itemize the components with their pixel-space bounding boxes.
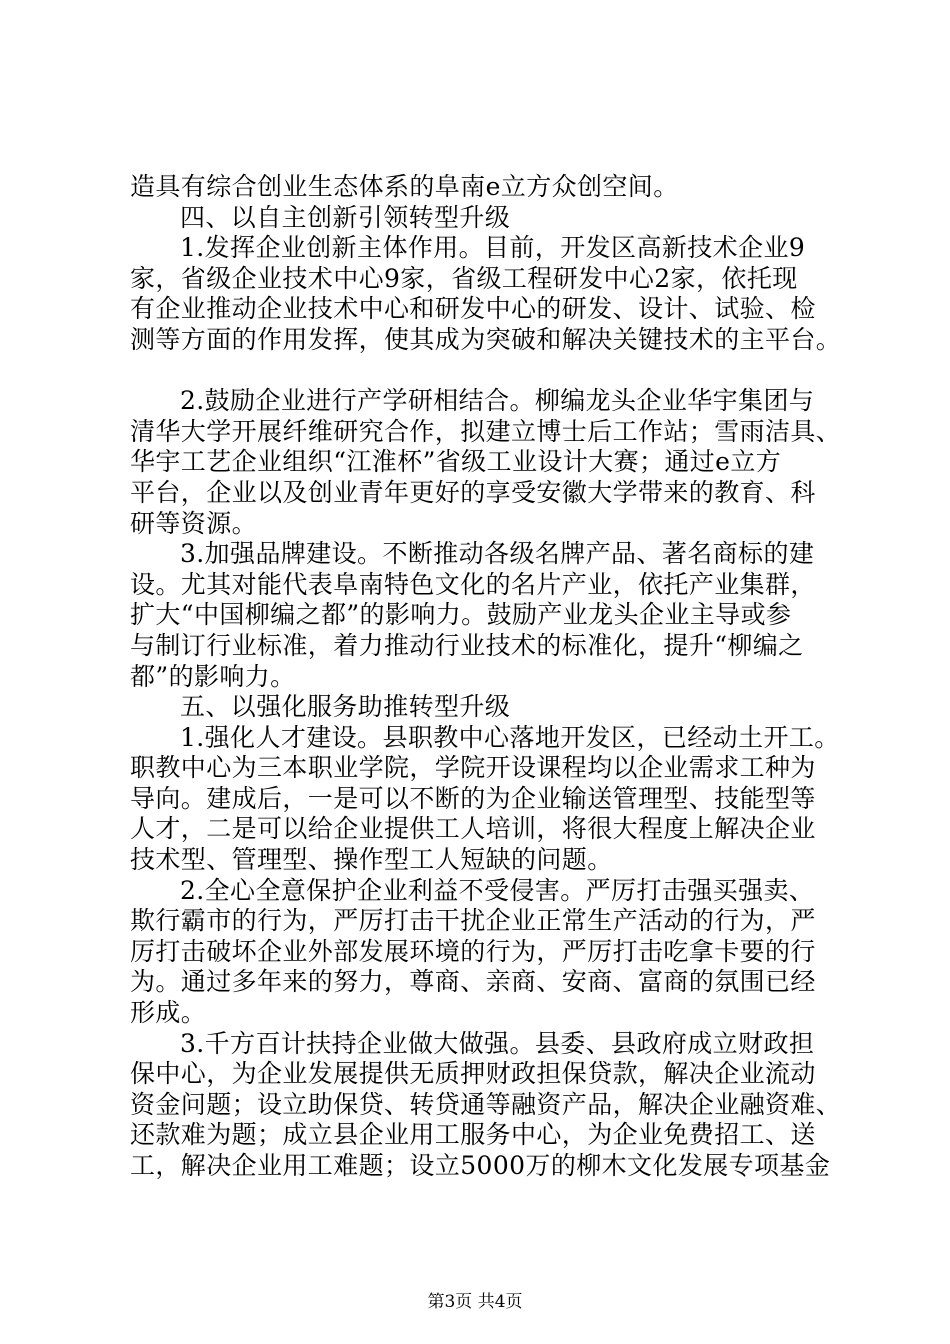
text-line: 为。通过多年来的努力，尊商、亲商、安商、富商的氛围已经 — [130, 967, 816, 997]
text-line: 工，解决企业用工难题；设立5000万的柳木文化发展专项基金 — [130, 1151, 831, 1180]
text-line: 3.加强品牌建设。不断推动各级名牌产品、著名商标的建 — [180, 539, 815, 569]
text-line: 保中心，为企业发展提供无质押财政担保贷款，解决企业流动 — [130, 1059, 816, 1089]
text-line: 与制订行业标准，着力推动行业技术的标准化，提升“柳编之 — [130, 630, 804, 660]
document-body — [130, 172, 850, 1182]
text-line: 资金问题；设立助保贷、转贷通等融资产品，解决企业融资难、 — [130, 1089, 842, 1119]
text-line: 扩大“中国柳编之都”的影响力。鼓励产业龙头企业主导或参 — [130, 600, 792, 630]
text-line: 有企业推动企业技术中心和研发中心的研发、设计、试验、检 — [130, 294, 816, 324]
text-line: 职教中心为三本职业学院，学院开设课程均以企业需求工种为 — [130, 753, 816, 783]
text-line: 研等资源。 — [130, 508, 258, 538]
text-line: 华宇工艺企业组织“江淮杯”省级工业设计大赛；通过e立方 — [130, 447, 782, 477]
text-line: 技术型、管理型、操作型工人短缺的问题。 — [130, 845, 613, 875]
page-footer: 第3页 共4页 — [427, 1292, 523, 1312]
text-line: 平台，企业以及创业青年更好的享受安徽大学带来的教育、科 — [130, 477, 816, 507]
blank-line — [130, 356, 850, 387]
text-line: 导向。建成后，一是可以不断的为企业输送管理型、技能型等 — [130, 783, 816, 813]
text-line: 造具有综合创业生态体系的阜南e立方众创空间。 — [130, 172, 679, 201]
text-line: 形成。 — [130, 998, 207, 1028]
text-line: 2.全心全意保护企业利益不受侵害。严厉打击强买强卖、 — [180, 875, 815, 905]
text-line: 家，省级企业技术中心9家，省级工程研发中心2家，依托现 — [130, 263, 798, 293]
text-line: 设。尤其对能代表阜南特色文化的名片产业，依托产业集群， — [130, 569, 816, 599]
text-line: 2.鼓励企业进行产学研相结合。柳编龙头企业华宇集团与 — [180, 386, 815, 416]
text-line: 五、以强化服务助推转型升级 — [180, 692, 511, 722]
text-line: 人才，二是可以给企业提供工人培训，将很大程度上解决企业 — [130, 814, 816, 844]
text-line: 都”的影响力。 — [130, 661, 296, 691]
text-line: 清华大学开展纤维研究合作，拟建立博士后工作站；雪雨洁具、 — [130, 416, 842, 446]
text-line: 厉打击破坏企业外部发展环境的行为，严厉打击吃拿卡要的行 — [130, 936, 816, 966]
text-line: 3.千方百计扶持企业做大做强。县委、县政府成立财政担 — [180, 1028, 815, 1058]
text-line: 1.强化人才建设。县职教中心落地开发区，已经动土开工。 — [180, 722, 840, 752]
text-line: 欺行霸市的行为，严厉打击干扰企业正常生产活动的行为，严 — [130, 906, 816, 936]
text-line: 四、以自主创新引领转型升级 — [180, 202, 511, 232]
text-line: 测等方面的作用发挥，使其成为突破和解决关键技术的主平台。 — [130, 324, 842, 354]
text-line: 还款难为题；成立县企业用工服务中心，为企业免费招工、送 — [130, 1120, 816, 1150]
text-line: 1.发挥企业创新主体作用。目前，开发区高新技术企业9 — [180, 233, 806, 263]
